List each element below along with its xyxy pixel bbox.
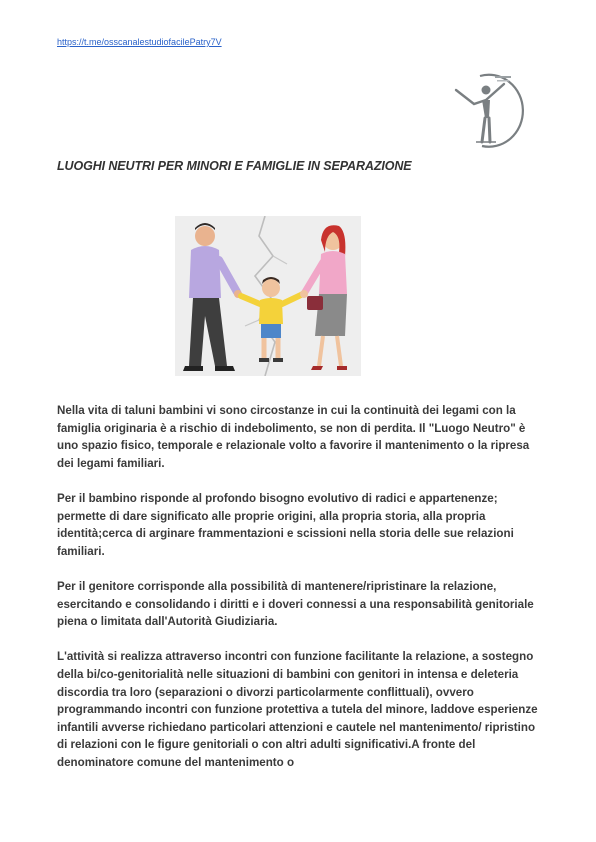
document-body — [57, 402, 541, 789]
paragraph: Per il bambino risponde al profondo bisogno evolutivo di radici e appartenenze; permette di dare significato alle proprie origini, alla propria storia, alla propria identità;cerca di arginare frammentazioni e scissioni nella storia delle sue relazioni familiari. — [57, 491, 514, 558]
paragraph: Nella vita di taluni bambini vi sono circostanze in cui la continuità dei legami con la famiglia originaria è a rischio di indebolimento, se non di perdita. Il "Luogo Neutro" è uno spazio fisico, temporale e relazionale volto a favorire il mantenimento o la ripresa dei legami familiari. — [57, 404, 530, 470]
telegram-link[interactable]: https://t.me/osscanalestudiofacilePatry7V — [57, 37, 222, 47]
paragraph: Per il genitore corrisponde alla possibilità di mantenere/ripristinare la relazione, esercitando e consolidando i diritti e i doveri connessi a una responsabilità genitoriale piena o limitata dall'Autorità Giudiziaria. — [57, 579, 534, 629]
document-title: LUOGHI NEUTRI PER MINORI E FAMIGLIE IN SEPARAZIONE — [57, 159, 412, 173]
vitruvian-figure-logo-icon — [452, 70, 524, 150]
paragraph: L'attività si realizza attraverso incontri con funzione facilitante la relazione, a sostegno della bi/co-genitorialità nelle situazioni di bambini con genitori in intensa e deleteria discordia tra loro (separazioni o divorzi particolarmente conflittuali), ovvero programmando incontri con funzione protettiva a tutela del minore, laddove esperienze infantili avverse richiedano particolari attenzioni e cautele nel mantenimento/ ripristino di relazioni con le figure genitoriali o con altri adulti significativi.A fronte del denominatore comune del mantenimento o — [57, 650, 538, 769]
parents-pulling-child-illustration — [175, 216, 361, 376]
